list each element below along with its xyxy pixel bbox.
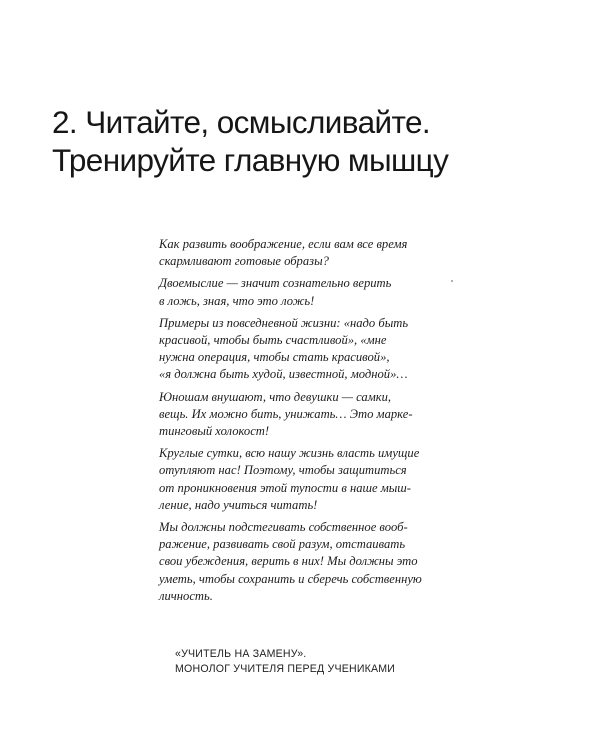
quote-line: красивой, чтобы быть счастливой», «мне bbox=[159, 333, 387, 348]
chapter-title bbox=[52, 103, 572, 179]
quote-line: Мы должны подстегивать собственное вооб- bbox=[159, 520, 408, 535]
quote-line: в ложь, зная, что это ложь! bbox=[159, 293, 315, 308]
quote-line: свои убеждения, верить в них! Мы должны это bbox=[159, 554, 418, 569]
chapter-title-line-2: Тренируйте главную мышцу bbox=[52, 142, 449, 178]
quote-line: ражение, развивать свой разум, отстаивать bbox=[159, 537, 406, 552]
quote-line: Двоемыслие — значит сознательно верить bbox=[159, 276, 392, 291]
quote-line: Круглые сутки, всю нашу жизнь власть имущие bbox=[159, 446, 420, 461]
epigraph-quote bbox=[159, 236, 459, 610]
attribution-line-2: МОНОЛОГ УЧИТЕЛЯ ПЕРЕД УЧЕНИКАМИ bbox=[175, 662, 396, 675]
quote-line: уметь, чтобы сохранить и сберечь собственную bbox=[159, 571, 422, 586]
quote-paragraph bbox=[159, 315, 459, 384]
quote-line: от проникновения этой тупости в наше мыш- bbox=[159, 480, 412, 495]
attribution-line-1: «УЧИТЕЛЬ НА ЗАМЕНУ». bbox=[175, 648, 307, 660]
quote-paragraph bbox=[159, 389, 459, 441]
quote-line: ление, надо учиться читать! bbox=[159, 497, 318, 512]
quote-line: Юношам внушают, что девушки — самки, bbox=[159, 389, 392, 404]
quote-line: вещь. Их можно бить, унижать… Это марке- bbox=[159, 406, 413, 421]
quote-line: нужна операция, чтобы стать красивой», bbox=[159, 350, 390, 365]
scan-speck bbox=[451, 280, 453, 282]
quote-line: личность. bbox=[159, 588, 213, 603]
quote-attribution bbox=[175, 647, 475, 676]
quote-line: скармливают готовые образы? bbox=[159, 254, 329, 269]
quote-paragraph bbox=[159, 519, 459, 605]
quote-line: Примеры из повседневной жизни: «надо быть bbox=[159, 315, 409, 330]
chapter-title-line-1: 2. Читайте, осмысливайте. bbox=[52, 104, 431, 140]
quote-line: отупляют нас! Поэтому, чтобы защититься bbox=[159, 463, 407, 478]
quote-line: тинговый холокост! bbox=[159, 424, 270, 439]
quote-paragraph bbox=[159, 275, 459, 309]
quote-paragraph bbox=[159, 445, 459, 514]
quote-paragraph bbox=[159, 236, 459, 270]
quote-line: «я должна быть худой, известной, модной»… bbox=[159, 367, 408, 382]
quote-line: Как развить воображение, если вам все время bbox=[159, 237, 408, 251]
